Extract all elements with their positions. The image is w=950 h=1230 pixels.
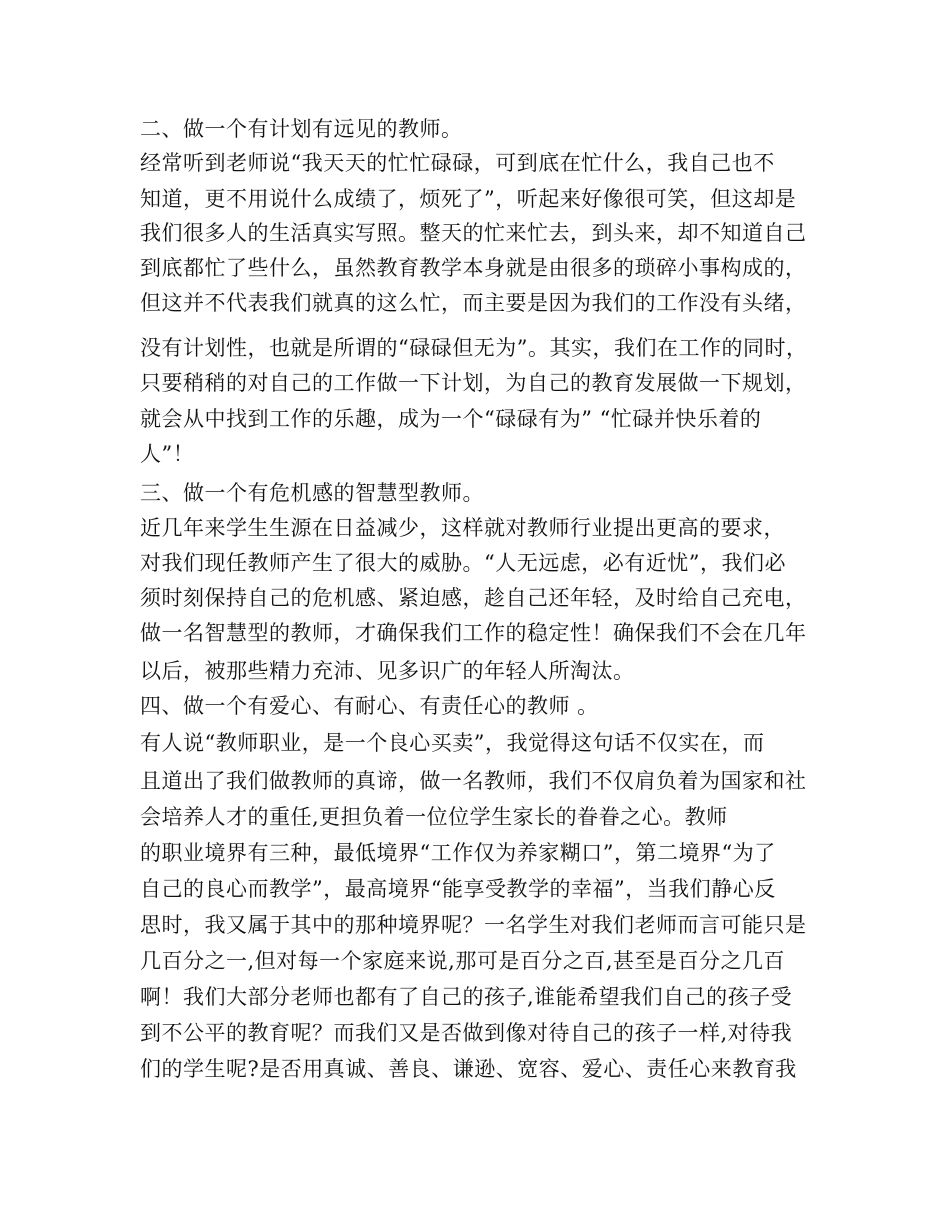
paragraph-line: 们的学生呢?是否用真诚、善良、谦逊、宽容、爱心、责任心来教育我 xyxy=(140,1057,797,1081)
paragraph-line: 自己的良心而教学”，最高境界“能享受教学的幸福”，当我们静心反 xyxy=(140,877,776,901)
section-heading-4: 四、做一个有爱心、有耐心、有责任心的教师 。 xyxy=(140,694,599,718)
paragraph-line: 会培养人才的重任,更担负着一位位学生家长的眷眷之心。教师 xyxy=(140,805,728,829)
paragraph-line: 我们很多人的生活真实写照。整天的忙来忙去，到头来，却不知道自己 xyxy=(140,221,807,245)
paragraph-line: 人”！ xyxy=(140,442,195,466)
paragraph-line: 对我们现任教师产生了很大的威胁。“人无远虑，必有近忧”，我们必 xyxy=(140,551,786,575)
paragraph-line: 到不公平的教育呢？而我们又是否做到像对待自己的孩子一样,对待我 xyxy=(140,1021,793,1045)
paragraph-line: 经常听到老师说“我天天的忙忙碌碌，可到底在忙什么，我自己也不 xyxy=(140,151,775,175)
paragraph-line: 啊！我们大部分老师也都有了自己的孩子,谁能希望我们自己的孩子受 xyxy=(140,985,793,1009)
section-heading-3: 三、做一个有危机感的智慧型教师。 xyxy=(140,481,484,505)
paragraph-line: 到底都忙了些什么，虽然教育教学本身就是由很多的琐碎小事构成的， xyxy=(140,256,807,280)
paragraph-line: 的职业境界有三种，最低境界“工作仅为养家糊口”，第二境界“为了 xyxy=(140,841,776,865)
section-heading-2: 二、做一个有计划有远见的教师。 xyxy=(140,117,463,141)
paragraph-line: 几百分之一,但对每一个家庭来说,那可是百分之百,甚至是百分之几百 xyxy=(140,949,786,973)
paragraph-line: 且道出了我们做教师的真谛，做一名教师，我们不仅肩负着为国家和社 xyxy=(140,769,807,793)
paragraph-line: 思时，我又属于其中的那种境界呢？一名学生对我们老师而言可能只是 xyxy=(140,913,807,937)
paragraph-line: 但这并不代表我们就真的这么忙，而主要是因为我们的工作没有头绪， xyxy=(140,291,807,315)
paragraph-line: 没有计划性，也就是所谓的“碌碌但无为”。其实，我们在工作的同时， xyxy=(140,336,808,360)
paragraph-line: 以后，被那些精力充沛、见多识广的年轻人所淘汰。 xyxy=(140,659,635,683)
paragraph-line: 只要稍稍的对自己的工作做一下计划，为自己的教育发展做一下规划， xyxy=(140,371,807,395)
paragraph-line: 有人说“教师职业，是一个良心买卖”，我觉得这句话不仅实在，而 xyxy=(140,731,765,755)
paragraph-line: 近几年来学生生源在日益减少，这样就对教师行业提出更高的要求， xyxy=(140,516,785,540)
paragraph-line: 就会从中找到工作的乐趣，成为一个“碌碌有为” “忙碌并快乐着的 xyxy=(140,407,762,431)
paragraph-line: 知道，更不用说什么成绩了，烦死了”，听起来好像很可笑，但这却是 xyxy=(140,187,797,211)
paragraph-line: 须时刻保持自己的危机感、紧迫感，趁自己还年轻，及时给自己充电， xyxy=(140,586,807,610)
paragraph-line: 做一名智慧型的教师，才确保我们工作的稳定性！确保我们不会在几年 xyxy=(140,621,807,645)
